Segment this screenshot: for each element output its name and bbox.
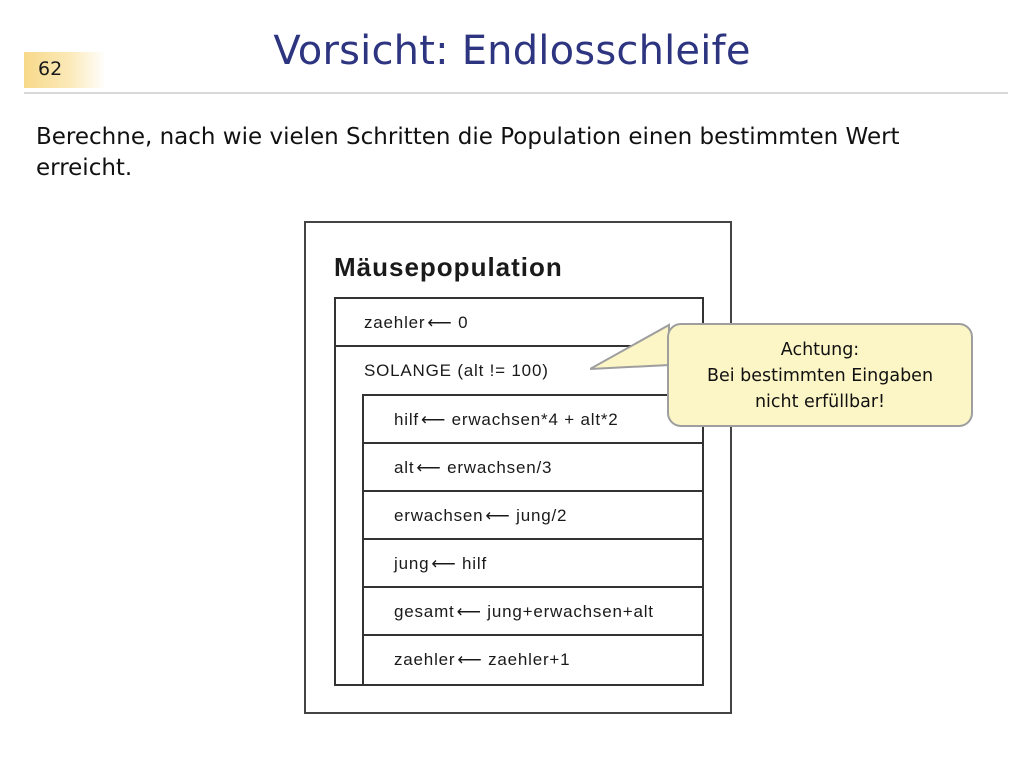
step-var: jung [394, 554, 430, 573]
title-divider [24, 92, 1008, 94]
loop-step [362, 490, 704, 540]
callout-line: nicht erfüllbar! [754, 392, 886, 412]
assign-arrow-icon: ⟵ [427, 313, 453, 332]
init-expr: 0 [458, 313, 469, 332]
assign-arrow-icon: ⟵ [456, 602, 482, 621]
step-expr: zaehler+1 [488, 650, 571, 669]
step-expr: erwachsen/3 [447, 458, 553, 477]
loop-step [362, 586, 704, 636]
step-var: gesamt [394, 602, 455, 621]
loop-step [362, 538, 704, 588]
assign-arrow-icon: ⟵ [416, 458, 442, 477]
step-var: hilf [394, 410, 419, 429]
warning-callout [667, 323, 973, 427]
loop-condition: SOLANGE (alt != 100) [364, 361, 549, 380]
step-expr: jung+erwachsen+alt [487, 602, 654, 621]
assign-arrow-icon: ⟵ [431, 554, 457, 573]
task-description: Berechne, nach wie vielen Schritten die Population einen bestimmten Wert erreicht. [36, 124, 900, 181]
init-var: zaehler [364, 313, 426, 332]
struktogramm-title: Mäusepopulation [334, 252, 563, 282]
step-var: zaehler [394, 650, 456, 669]
slide-number: 62 [24, 52, 106, 88]
assign-arrow-icon: ⟵ [485, 506, 511, 525]
loop-step [362, 442, 704, 492]
step-var: alt [394, 458, 415, 477]
step-var: erwachsen [394, 506, 484, 525]
callout-heading: Achtung: [780, 340, 860, 360]
step-expr: jung/2 [516, 506, 568, 525]
loop-step [362, 634, 704, 686]
assign-arrow-icon: ⟵ [420, 410, 447, 429]
step-expr: erwachsen*4 + alt*2 [451, 410, 619, 429]
slide-title: Vorsicht: Endlosschleife [273, 28, 751, 74]
step-expr: hilf [462, 554, 487, 573]
assign-arrow-icon: ⟵ [457, 650, 483, 669]
callout-line: Bei bestimmten Eingaben [706, 366, 934, 386]
